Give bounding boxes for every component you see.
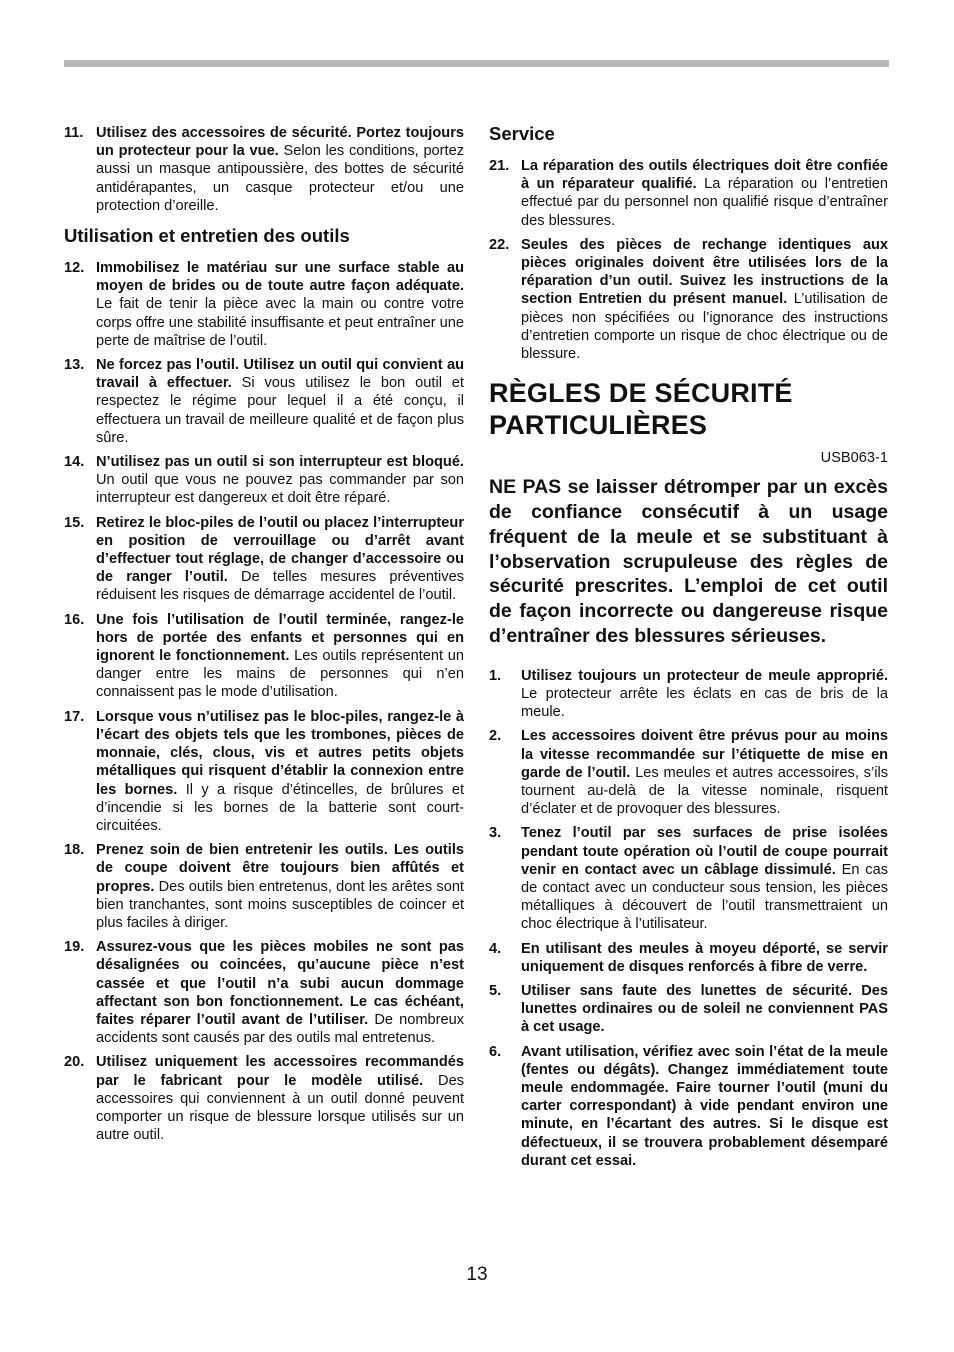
- item-number: 5.: [489, 983, 502, 1000]
- item-number: 18.: [64, 842, 85, 859]
- page-title: RÈGLES DE SÉCURITÉ PARTICULIÈRES: [489, 378, 793, 441]
- item-number: 2.: [489, 728, 502, 745]
- list-item: [64, 611, 464, 702]
- item-body: [96, 938, 464, 1047]
- item-body: [96, 611, 464, 702]
- item-body: [521, 236, 888, 363]
- item-emphasis: En utilisant des meules à moyeu déporté, se servir uniquement de disques renforcés à fibre de verre.: [521, 940, 888, 975]
- item-text: Un outil que vous ne pouvez pas commander par son interrupteur est dangereux et doit être réparé.: [96, 472, 464, 507]
- item-emphasis: La réparation des outils électriques doit être confiée à un réparateur qualifié.: [521, 158, 888, 193]
- item-body: [96, 259, 464, 350]
- item-body: [521, 667, 888, 722]
- item-number: 15.: [64, 514, 85, 531]
- item-text: Les outils représentent un danger entre les mains de personnes qui n’en connaissent pas le mode d’utilisation.: [96, 648, 464, 701]
- item-body: [521, 1043, 888, 1170]
- list-item: [64, 708, 464, 835]
- item-text: De telles mesures préventives réduisent les risques de démarrage accidentel de l’outil.: [96, 569, 464, 604]
- item-number: 6.: [489, 1043, 502, 1060]
- item-body: [521, 824, 888, 933]
- list-item: [489, 667, 888, 722]
- item-text: La réparation ou l’entretien effectué par du personnel non qualifié risque d’entraîner des blessures.: [521, 176, 888, 229]
- item-text: Selon les conditions, portez aussi un masque antipoussière, des bottes de sécurité antidérapantes, un casque protecteur et/ou une protection d’oreille.: [96, 143, 465, 214]
- item-body: [521, 982, 888, 1037]
- list-item: [489, 824, 888, 933]
- item-number: 17.: [64, 708, 85, 725]
- item-body: [96, 841, 464, 932]
- section-heading-service: Service: [489, 123, 555, 144]
- item-number: 13.: [64, 357, 85, 374]
- item-body: [521, 727, 888, 818]
- page-number: 13: [466, 1264, 488, 1285]
- item-emphasis: Seules des pièces de rechange identiques aux pièces originales doivent être utilisées lors de la réparation d’un outil. Suivez les instructions de la section Entretien du présent manuel.: [521, 236, 888, 308]
- list-items-a: [64, 124, 464, 215]
- item-emphasis: Utilisez toujours un protecteur de meule approprié.: [521, 667, 888, 684]
- item-text: Le protecteur arrête les éclats en cas de bris de la meule.: [521, 686, 888, 721]
- list-item: [64, 356, 464, 447]
- item-number: 16.: [64, 611, 85, 628]
- item-text: Les meules et autres accessoires, s’ils tournent au-delà de la vitesse nominale, risquent d’éclater et de provoquer des blessures.: [521, 764, 889, 818]
- item-emphasis: Avant utilisation, vérifiez avec soin l’état de la meule (fentes ou dégâts). Changez immédiatement toute meule endommagée. Faire tourner l’outil (muni du carter correspondant) à vide pendant environ une minute, en l’écartant des autres. Si le disque est défectueux, il se trouvera probablement désemparé durant cet essai.: [521, 1043, 888, 1169]
- item-emphasis: N’utilisez pas un outil si son interrupteur est bloqué.: [96, 454, 464, 471]
- item-emphasis: Retirez le bloc-piles de l’outil ou placez l’interrupteur en position de verrouillage ou d’arrêt avant d’effectuer tout réglage, de changer d’accessoire ou de ranger l’outil.: [96, 514, 464, 586]
- list-item: [489, 940, 888, 976]
- item-body: [96, 1053, 464, 1144]
- item-emphasis: Immobilisez le matériau sur une surface stable au moyen de brides ou de toute autre façon adéquate.: [96, 260, 464, 295]
- header-rule: [64, 60, 889, 67]
- item-body: [96, 124, 464, 215]
- section-heading-usage: Utilisation et entretien des outils: [64, 225, 350, 247]
- item-body: [96, 453, 464, 508]
- list-item: [489, 727, 888, 818]
- item-emphasis: Ne forcez pas l’outil. Utilisez un outil qui convient au travail à effectuer.: [96, 357, 464, 392]
- list-item: [64, 453, 464, 508]
- item-text: Si vous utilisez le bon outil et respectez le régime pour lequel il a été conçu, il effectuera un travail de meilleure qualité et de façon plus sûre.: [96, 375, 464, 446]
- item-number: 20.: [64, 1054, 85, 1071]
- item-text: L’utilisation de pièces non spécifiées ou l’ignorance des instructions d’entretien comporte un risque de choc électrique ou de blessure.: [521, 291, 888, 363]
- list-item: [64, 259, 464, 350]
- item-emphasis: Utilisez uniquement les accessoires recommandés par le fabricant pour le modèle utilisé.: [96, 1054, 464, 1089]
- item-emphasis: Utilisez des accessoires de sécurité. Portez toujours un protecteur pour la vue.: [96, 125, 464, 160]
- list-item: [489, 236, 888, 363]
- item-text: Des accessoires qui conviennent à un outil donné peuvent comporter un risque de blessure lorsque utilisés sur un autre outil.: [96, 1072, 464, 1144]
- document-code: USB063-1: [820, 450, 888, 467]
- item-number: 3.: [489, 825, 502, 842]
- list-item: [489, 1043, 888, 1170]
- item-text: De nombreux accidents sont causés par des outils mal entretenus.: [96, 1011, 464, 1047]
- item-number: 21.: [489, 158, 510, 174]
- item-emphasis: Les accessoires doivent être prévus pour au moins la vitesse recommandée sur l’étiquette de mise en garde de l’outil.: [521, 728, 888, 781]
- item-emphasis: Assurez-vous que les pièces mobiles ne sont pas désalignées ou coincées, qu’aucune pièce n’est cassée et que l’outil n’a subi aucun dommage affectant son bon fonctionnement. Le cas échéant, faites réparer l’outil avant de l’utiliser.: [96, 939, 464, 1028]
- item-number: 12.: [64, 260, 85, 277]
- list-item: [64, 841, 464, 932]
- item-number: 1.: [489, 667, 502, 684]
- item-number: 4.: [489, 940, 502, 957]
- item-body: [96, 514, 464, 605]
- item-emphasis: Lorsque vous n’utilisez pas le bloc-piles, rangez-le à l’écart des objets tels que les trombones, pièces de monnaie, clés, clous, vis et autres petits objets métalliques qui risquent d’établir la connexion entre les bornes.: [96, 708, 464, 798]
- list-service: [489, 157, 888, 363]
- list-item: [64, 1053, 464, 1144]
- item-number: 14.: [64, 454, 85, 471]
- item-emphasis: Prenez soin de bien entretenir les outils. Les outils de coupe doivent être toujours bien affûtés et propres.: [96, 842, 464, 895]
- item-number: 11.: [64, 125, 84, 141]
- list-item: [64, 514, 464, 605]
- warning-intro: NE PAS se laisser détromper par un excès de confiance consécutif à un usage fréquent de la meule et se substituant à l’observation scrupuleuse des règles de sécurité prescrites. L’emploi de cet outil de façon incorrecte ou dangereuse risque d’entraîner des blessures sérieuses.: [489, 476, 888, 648]
- list-item: [489, 982, 888, 1037]
- list-item: [64, 124, 464, 215]
- item-body: [521, 157, 888, 230]
- left-column: [64, 124, 464, 1150]
- list-item: [64, 938, 464, 1047]
- item-text: Des outils bien entretenus, dont les arêtes sont bien tranchantes, sont moins susceptibles de coincer et plus faciles à diriger.: [96, 878, 464, 931]
- item-emphasis: Tenez l’outil par ses surfaces de prise isolées pendant toute opération où l’outil de coupe pourrait venir en contact avec un câblage dissimulé.: [521, 825, 888, 878]
- item-number: 22.: [489, 236, 510, 253]
- item-emphasis: Une fois l’utilisation de l’outil terminée, rangez-le hors de portée des enfants et personnes qui en ignorent le fonctionnement.: [96, 611, 464, 665]
- item-body: [96, 356, 464, 447]
- item-text: Le fait de tenir la pièce avec la main ou contre votre corps offre une stabilité insuffisante et peut entraîner une perte de maîtrise de l’outil.: [96, 296, 464, 349]
- item-text: Il y a risque d’étincelles, de brûlures et d’incendie si les bornes de la batterie sont court-circuitées.: [96, 781, 464, 834]
- item-body: [96, 708, 464, 835]
- list-items-b: [64, 259, 464, 1144]
- item-number: 19.: [64, 939, 85, 956]
- item-emphasis: Utiliser sans faute des lunettes de sécurité. Des lunettes ordinaires ou de soleil ne conviennent PAS à cet usage.: [521, 983, 888, 1036]
- right-column: [489, 124, 888, 1176]
- item-text: En cas de contact avec un conducteur sous tension, les pièces métalliques à découvert de l’outil transmettraient un choc électrique à l’utilisateur.: [521, 861, 889, 933]
- list-item: [489, 157, 888, 230]
- item-body: [521, 940, 888, 976]
- list-rules: [489, 667, 888, 1170]
